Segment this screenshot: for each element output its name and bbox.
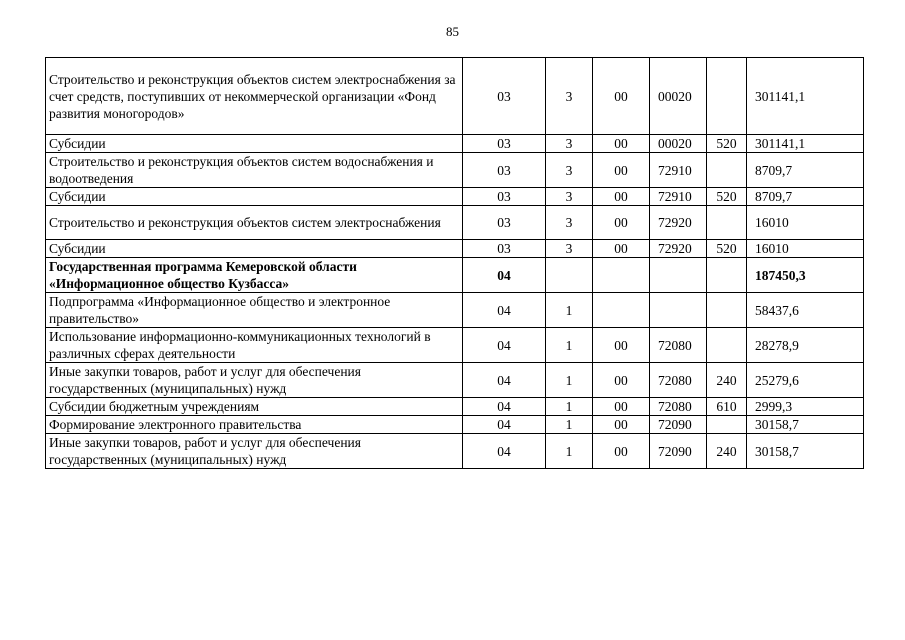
table-row — [46, 258, 864, 293]
row-name: Формирование электронного правительства — [46, 416, 463, 434]
row-name: Субсидии — [46, 188, 463, 206]
table-row — [46, 240, 864, 258]
row-subprogram-code: 1 — [546, 363, 593, 398]
row-direction-code: 72910 — [650, 188, 707, 206]
row-amount: 8709,7 — [747, 153, 864, 188]
table-row — [46, 188, 864, 206]
row-section-code: 03 — [463, 58, 546, 135]
row-direction-code: 72920 — [650, 240, 707, 258]
table-row — [46, 135, 864, 153]
row-amount: 301141,1 — [747, 135, 864, 153]
row-amount: 187450,3 — [747, 258, 864, 293]
table-row — [46, 153, 864, 188]
row-amount: 30158,7 — [747, 416, 864, 434]
row-main-event-code: 00 — [593, 398, 650, 416]
row-direction-code: 72920 — [650, 206, 707, 240]
row-section-code: 03 — [463, 135, 546, 153]
table-row — [46, 434, 864, 469]
row-main-event-code: 00 — [593, 416, 650, 434]
row-amount: 25279,6 — [747, 363, 864, 398]
row-main-event-code — [593, 258, 650, 293]
row-main-event-code: 00 — [593, 188, 650, 206]
row-subprogram-code: 1 — [546, 434, 593, 469]
table-row — [46, 328, 864, 363]
table-row — [46, 293, 864, 328]
row-section-code: 03 — [463, 206, 546, 240]
row-direction-code: 72080 — [650, 363, 707, 398]
table-row — [46, 206, 864, 240]
row-name: Субсидии — [46, 135, 463, 153]
row-expense-type-code — [707, 293, 747, 328]
row-main-event-code: 00 — [593, 153, 650, 188]
row-main-event-code: 00 — [593, 206, 650, 240]
row-section-code: 03 — [463, 240, 546, 258]
row-name: Строительство и реконструкция объектов систем электроснабжения — [46, 206, 463, 240]
row-subprogram-code: 1 — [546, 398, 593, 416]
row-direction-code: 00020 — [650, 58, 707, 135]
row-expense-type-code: 240 — [707, 434, 747, 469]
row-section-code: 04 — [463, 398, 546, 416]
row-subprogram-code — [546, 258, 593, 293]
row-section-code: 03 — [463, 153, 546, 188]
row-subprogram-code: 3 — [546, 58, 593, 135]
row-expense-type-code — [707, 258, 747, 293]
row-subprogram-code: 1 — [546, 328, 593, 363]
row-direction-code: 72910 — [650, 153, 707, 188]
row-amount: 2999,3 — [747, 398, 864, 416]
row-name: Субсидии бюджетным учреждениям — [46, 398, 463, 416]
row-name: Государственная программа Кемеровской области «Информационное общество Кузбасса» — [46, 258, 463, 293]
row-subprogram-code: 3 — [546, 240, 593, 258]
row-subprogram-code: 3 — [546, 153, 593, 188]
row-main-event-code: 00 — [593, 363, 650, 398]
row-expense-type-code: 240 — [707, 363, 747, 398]
row-expense-type-code: 610 — [707, 398, 747, 416]
row-amount: 16010 — [747, 206, 864, 240]
row-amount: 301141,1 — [747, 58, 864, 135]
row-subprogram-code: 3 — [546, 135, 593, 153]
row-amount: 30158,7 — [747, 434, 864, 469]
row-name: Использование информационно-коммуникационных технологий в различных сферах деятельности — [46, 328, 463, 363]
row-section-code: 04 — [463, 293, 546, 328]
row-subprogram-code: 1 — [546, 416, 593, 434]
row-name: Иные закупки товаров, работ и услуг для обеспечения государственных (муниципальных) нужд — [46, 363, 463, 398]
row-subprogram-code: 3 — [546, 188, 593, 206]
row-main-event-code — [593, 293, 650, 328]
row-amount: 8709,7 — [747, 188, 864, 206]
row-expense-type-code — [707, 328, 747, 363]
row-expense-type-code — [707, 206, 747, 240]
row-main-event-code: 00 — [593, 58, 650, 135]
row-main-event-code: 00 — [593, 240, 650, 258]
row-amount: 58437,6 — [747, 293, 864, 328]
row-main-event-code: 00 — [593, 434, 650, 469]
row-direction-code — [650, 293, 707, 328]
table-row — [46, 58, 864, 135]
row-main-event-code: 00 — [593, 135, 650, 153]
row-amount: 16010 — [747, 240, 864, 258]
page-number: 85 — [446, 24, 459, 39]
row-section-code: 04 — [463, 434, 546, 469]
row-section-code: 04 — [463, 416, 546, 434]
row-expense-type-code: 520 — [707, 135, 747, 153]
row-name: Строительство и реконструкция объектов систем водоснабжения и водоотведения — [46, 153, 463, 188]
row-direction-code: 72080 — [650, 328, 707, 363]
row-expense-type-code — [707, 153, 747, 188]
row-expense-type-code — [707, 58, 747, 135]
row-direction-code: 72090 — [650, 416, 707, 434]
budget-table — [45, 57, 864, 469]
row-section-code: 04 — [463, 363, 546, 398]
table-row — [46, 416, 864, 434]
row-expense-type-code: 520 — [707, 240, 747, 258]
row-subprogram-code: 3 — [546, 206, 593, 240]
row-direction-code: 00020 — [650, 135, 707, 153]
row-section-code: 03 — [463, 188, 546, 206]
row-expense-type-code: 520 — [707, 188, 747, 206]
row-name: Строительство и реконструкция объектов систем электроснабжения за счет средств, поступивших от некоммерческой организации «Фонд развития моногородов» — [46, 58, 463, 135]
row-section-code: 04 — [463, 258, 546, 293]
row-direction-code — [650, 258, 707, 293]
row-amount: 28278,9 — [747, 328, 864, 363]
table-row — [46, 363, 864, 398]
row-direction-code: 72080 — [650, 398, 707, 416]
row-direction-code: 72090 — [650, 434, 707, 469]
row-section-code: 04 — [463, 328, 546, 363]
row-main-event-code: 00 — [593, 328, 650, 363]
row-subprogram-code: 1 — [546, 293, 593, 328]
row-name: Иные закупки товаров, работ и услуг для обеспечения государственных (муниципальных) нужд — [46, 434, 463, 469]
table-row — [46, 398, 864, 416]
row-name: Подпрограмма «Информационное общество и электронное правительство» — [46, 293, 463, 328]
row-expense-type-code — [707, 416, 747, 434]
row-name: Субсидии — [46, 240, 463, 258]
